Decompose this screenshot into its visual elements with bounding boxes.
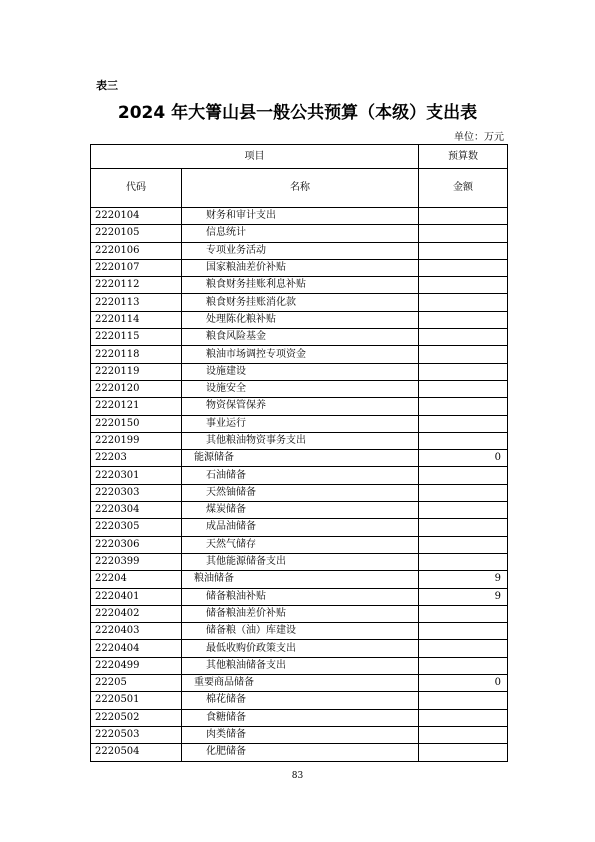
row-name: 储备粮（油）库建设 — [182, 623, 419, 640]
row-code: 2220301 — [91, 467, 182, 484]
row-amount — [419, 242, 508, 259]
row-amount — [419, 208, 508, 225]
row-name: 财务和审计支出 — [182, 208, 419, 225]
table-row — [91, 502, 508, 519]
row-name: 食糖储备 — [182, 709, 419, 726]
row-code: 2220499 — [91, 657, 182, 674]
row-code: 2220305 — [91, 519, 182, 536]
table-row — [91, 484, 508, 501]
row-amount — [419, 432, 508, 449]
row-amount — [419, 536, 508, 553]
row-name: 天然铀储备 — [182, 484, 419, 501]
row-code: 2220121 — [91, 398, 182, 415]
row-amount — [419, 329, 508, 346]
row-name: 国家粮油差价补贴 — [182, 259, 419, 276]
row-amount — [419, 294, 508, 311]
table-row — [91, 588, 508, 605]
table-row — [91, 242, 508, 259]
table-row — [91, 692, 508, 709]
row-code: 2220112 — [91, 277, 182, 294]
table-row — [91, 709, 508, 726]
row-code: 2220150 — [91, 415, 182, 432]
row-code: 2220199 — [91, 432, 182, 449]
row-name: 最低收购价政策支出 — [182, 640, 419, 657]
row-amount — [419, 398, 508, 415]
row-amount — [419, 726, 508, 743]
row-code: 2220501 — [91, 692, 182, 709]
table-row — [91, 675, 508, 692]
row-name: 粮食风险基金 — [182, 329, 419, 346]
row-amount — [419, 380, 508, 397]
unit-label: 单位：万元 — [454, 132, 504, 143]
row-code: 2220113 — [91, 294, 182, 311]
table-row — [91, 744, 508, 761]
table-row — [91, 553, 508, 570]
row-code: 2220401 — [91, 588, 182, 605]
header-amount: 金额 — [419, 169, 508, 208]
row-name: 设施建设 — [182, 363, 419, 380]
row-name: 粮食财务挂账利息补贴 — [182, 277, 419, 294]
row-name: 专项业务活动 — [182, 242, 419, 259]
table-row — [91, 294, 508, 311]
row-code: 2220106 — [91, 242, 182, 259]
table-row — [91, 311, 508, 328]
row-name: 成品油储备 — [182, 519, 419, 536]
row-code: 2220304 — [91, 502, 182, 519]
row-name: 能源储备 — [182, 450, 419, 467]
table-row — [91, 346, 508, 363]
row-name: 肉类储备 — [182, 726, 419, 743]
table-row — [91, 415, 508, 432]
row-code: 2220402 — [91, 605, 182, 622]
row-amount — [419, 640, 508, 657]
row-code: 2220118 — [91, 346, 182, 363]
row-amount — [419, 467, 508, 484]
table-label: 表三 — [96, 79, 118, 92]
row-amount — [419, 259, 508, 276]
row-amount — [419, 657, 508, 674]
table-row — [91, 467, 508, 484]
row-amount — [419, 692, 508, 709]
table-row — [91, 657, 508, 674]
row-name: 石油储备 — [182, 467, 419, 484]
row-amount — [419, 623, 508, 640]
row-code: 2220403 — [91, 623, 182, 640]
row-amount: 0 — [419, 675, 508, 692]
table-body — [91, 208, 508, 762]
row-amount — [419, 502, 508, 519]
row-code: 2220119 — [91, 363, 182, 380]
row-code: 2220306 — [91, 536, 182, 553]
row-name: 物资保管保养 — [182, 398, 419, 415]
row-amount: 9 — [419, 588, 508, 605]
page-title: 2024 年大箐山县一般公共预算（本级）支出表 — [117, 103, 478, 123]
row-name: 粮油市场调控专项资金 — [182, 346, 419, 363]
table-row — [91, 329, 508, 346]
header-row-2 — [91, 169, 508, 208]
row-name: 其他粮油物资事务支出 — [182, 432, 419, 449]
row-code: 2220107 — [91, 259, 182, 276]
table-row — [91, 208, 508, 225]
row-amount: 0 — [419, 450, 508, 467]
row-amount — [419, 484, 508, 501]
row-code: 2220399 — [91, 553, 182, 570]
row-amount — [419, 415, 508, 432]
row-code: 2220115 — [91, 329, 182, 346]
row-amount — [419, 744, 508, 761]
row-amount — [419, 605, 508, 622]
row-code: 22204 — [91, 571, 182, 588]
row-code: 22205 — [91, 675, 182, 692]
row-code: 2220404 — [91, 640, 182, 657]
table-row — [91, 259, 508, 276]
row-name: 处理陈化粮补贴 — [182, 311, 419, 328]
table-row — [91, 623, 508, 640]
table-row — [91, 519, 508, 536]
table-row — [91, 640, 508, 657]
row-name: 棉花储备 — [182, 692, 419, 709]
table-row — [91, 450, 508, 467]
row-amount — [419, 553, 508, 570]
row-code: 2220503 — [91, 726, 182, 743]
row-amount — [419, 346, 508, 363]
row-amount — [419, 519, 508, 536]
header-name: 名称 — [182, 169, 419, 208]
row-code: 2220104 — [91, 208, 182, 225]
row-name: 粮油储备 — [182, 571, 419, 588]
row-amount: 9 — [419, 571, 508, 588]
row-amount — [419, 311, 508, 328]
row-name: 煤炭储备 — [182, 502, 419, 519]
row-code: 2220114 — [91, 311, 182, 328]
table-row — [91, 398, 508, 415]
row-name: 天然气储存 — [182, 536, 419, 553]
row-name: 信息统计 — [182, 225, 419, 242]
row-code: 2220303 — [91, 484, 182, 501]
page-number: 83 — [291, 771, 304, 781]
table-row — [91, 380, 508, 397]
row-name: 重要商品储备 — [182, 675, 419, 692]
row-name: 其他能源储备支出 — [182, 553, 419, 570]
row-amount — [419, 709, 508, 726]
table-row — [91, 225, 508, 242]
row-name: 粮食财务挂账消化款 — [182, 294, 419, 311]
row-name: 化肥储备 — [182, 744, 419, 761]
table-row — [91, 605, 508, 622]
header-item: 项目 — [91, 145, 419, 169]
row-name: 其他粮油储备支出 — [182, 657, 419, 674]
row-code: 2220120 — [91, 380, 182, 397]
header-code: 代码 — [91, 169, 182, 208]
row-name: 储备粮油补贴 — [182, 588, 419, 605]
row-name: 事业运行 — [182, 415, 419, 432]
row-name: 储备粮油差价补贴 — [182, 605, 419, 622]
table-row — [91, 726, 508, 743]
row-code: 2220504 — [91, 744, 182, 761]
row-code: 2220502 — [91, 709, 182, 726]
row-name: 设施安全 — [182, 380, 419, 397]
row-amount — [419, 363, 508, 380]
header-row-1 — [91, 145, 508, 169]
table-row — [91, 363, 508, 380]
row-amount — [419, 277, 508, 294]
expenditure-table — [90, 144, 508, 762]
table-row — [91, 277, 508, 294]
table-row — [91, 432, 508, 449]
row-code: 22203 — [91, 450, 182, 467]
table-row — [91, 571, 508, 588]
table-row — [91, 536, 508, 553]
row-code: 2220105 — [91, 225, 182, 242]
header-budget: 预算数 — [419, 145, 508, 169]
row-amount — [419, 225, 508, 242]
